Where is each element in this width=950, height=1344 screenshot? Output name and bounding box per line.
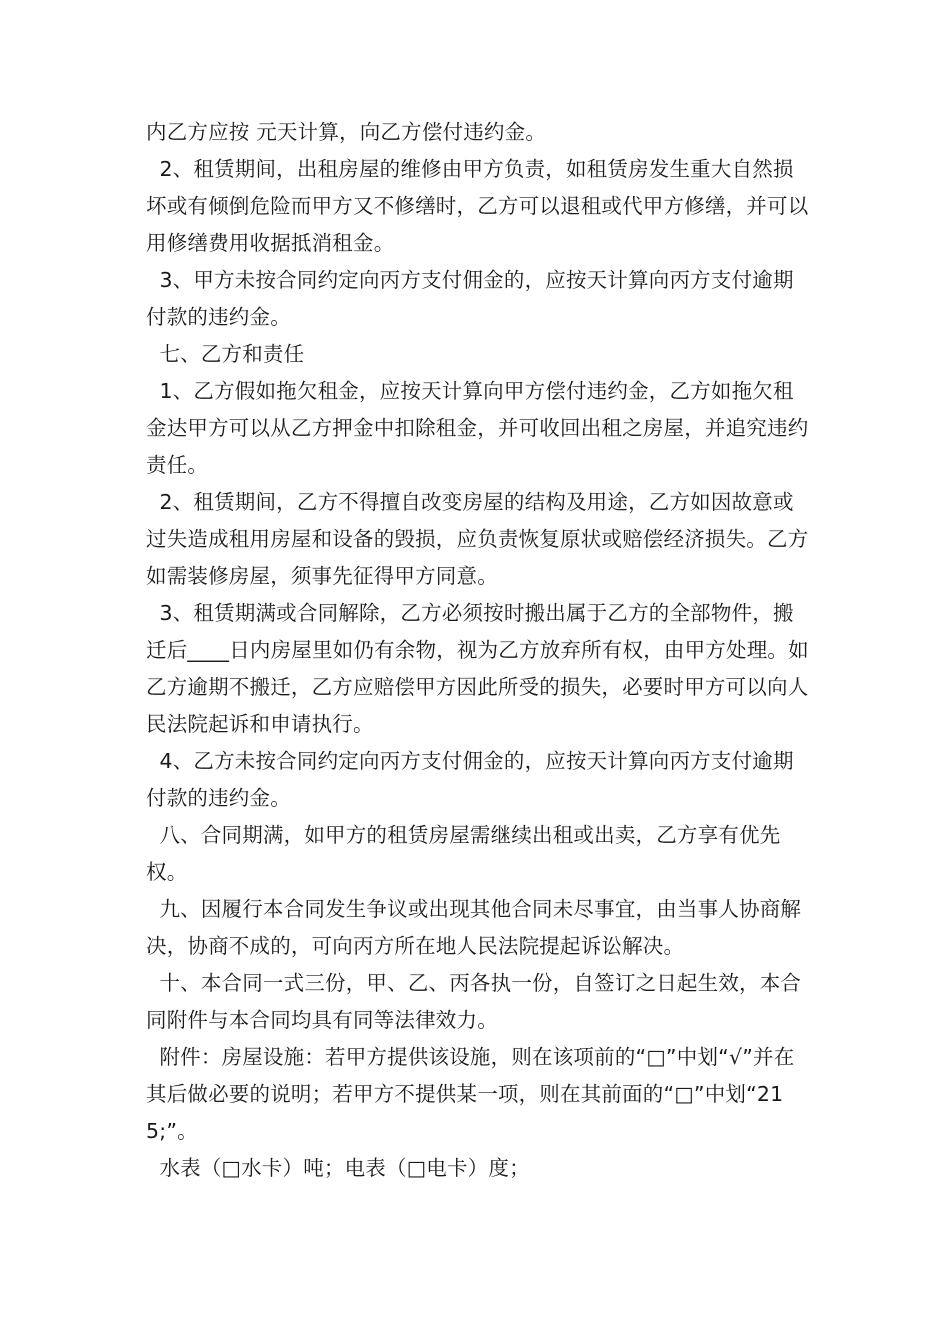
paragraph-7-3-move-out: 3、租赁期满或合同解除，乙方必须按时搬出属于乙方的全部物件，搬迁后____日内房屋里如仍有余物，视为乙方放弃所有权，由甲方处理。如乙方逾期不搬迁，乙方应赔偿甲方因此所受的损失，必要时甲方可以向人民法院起诉和申请执行。 — [146, 601, 809, 736]
paragraph-penalty-continuation: 内乙方应按 元天计算，向乙方偿付违约金。 — [146, 120, 547, 144]
paragraph-6-3-commission: 3、甲方未按合同约定向丙方支付佣金的，应按天计算向丙方支付逾期付款的违约金。 — [146, 268, 794, 329]
paragraph-7-1-rent-arrears: 1、乙方假如拖欠租金，应按天计算向甲方偿付违约金，乙方如拖欠租金达甲方可以从乙方押金中扣除租金，并可收回出租之房屋，并追究违约责任。 — [146, 379, 809, 477]
section-10-copies: 十、本合同一式三份，甲、乙、丙各执一份，自签订之日起生效，本合同附件与本合同均具有同等法律效力。 — [146, 971, 802, 1032]
paragraph-6-2-repairs: 2、租赁期间，出租房屋的维修由甲方负责，如租赁房发生重大自然损坏或有倾倒危险而甲方又不修缮时，乙方可以退租或代甲方修缮，并可以用修缮费用收据抵消租金。 — [146, 157, 809, 255]
section-heading-7: 七、乙方和责任 — [146, 342, 305, 366]
attachment-facilities: 附件：房屋设施：若甲方提供该设施，则在该项前的“□”中划“√”并在其后做必要的说明；若甲方不提供某一项，则在其前面的“□”中划“215;”。 — [146, 1045, 795, 1143]
document-body — [146, 114, 811, 1187]
paragraph-7-2-alterations: 2、租赁期间，乙方不得擅自改变房屋的结构及用途，乙方如因故意或过失造成租用房屋和设备的毁损，应负责恢复原状或赔偿经济损失。乙方如需装修房屋，须事先征得甲方同意。 — [146, 490, 809, 588]
section-8-priority: 八、合同期满，如甲方的租赁房屋需继续出租或出卖，乙方享有优先权。 — [146, 823, 781, 884]
section-9-disputes: 九、因履行本合同发生争议或出现其他合同未尽事宜，由当事人协商解决，协商不成的，可向丙方所在地人民法院提起诉讼解决。 — [146, 897, 802, 958]
meter-readings: 水表（□水卡）吨；电表（□电卡）度； — [146, 1156, 530, 1180]
paragraph-7-4-commission: 4、乙方未按合同约定向丙方支付佣金的，应按天计算向丙方支付逾期付款的违约金。 — [146, 749, 794, 810]
